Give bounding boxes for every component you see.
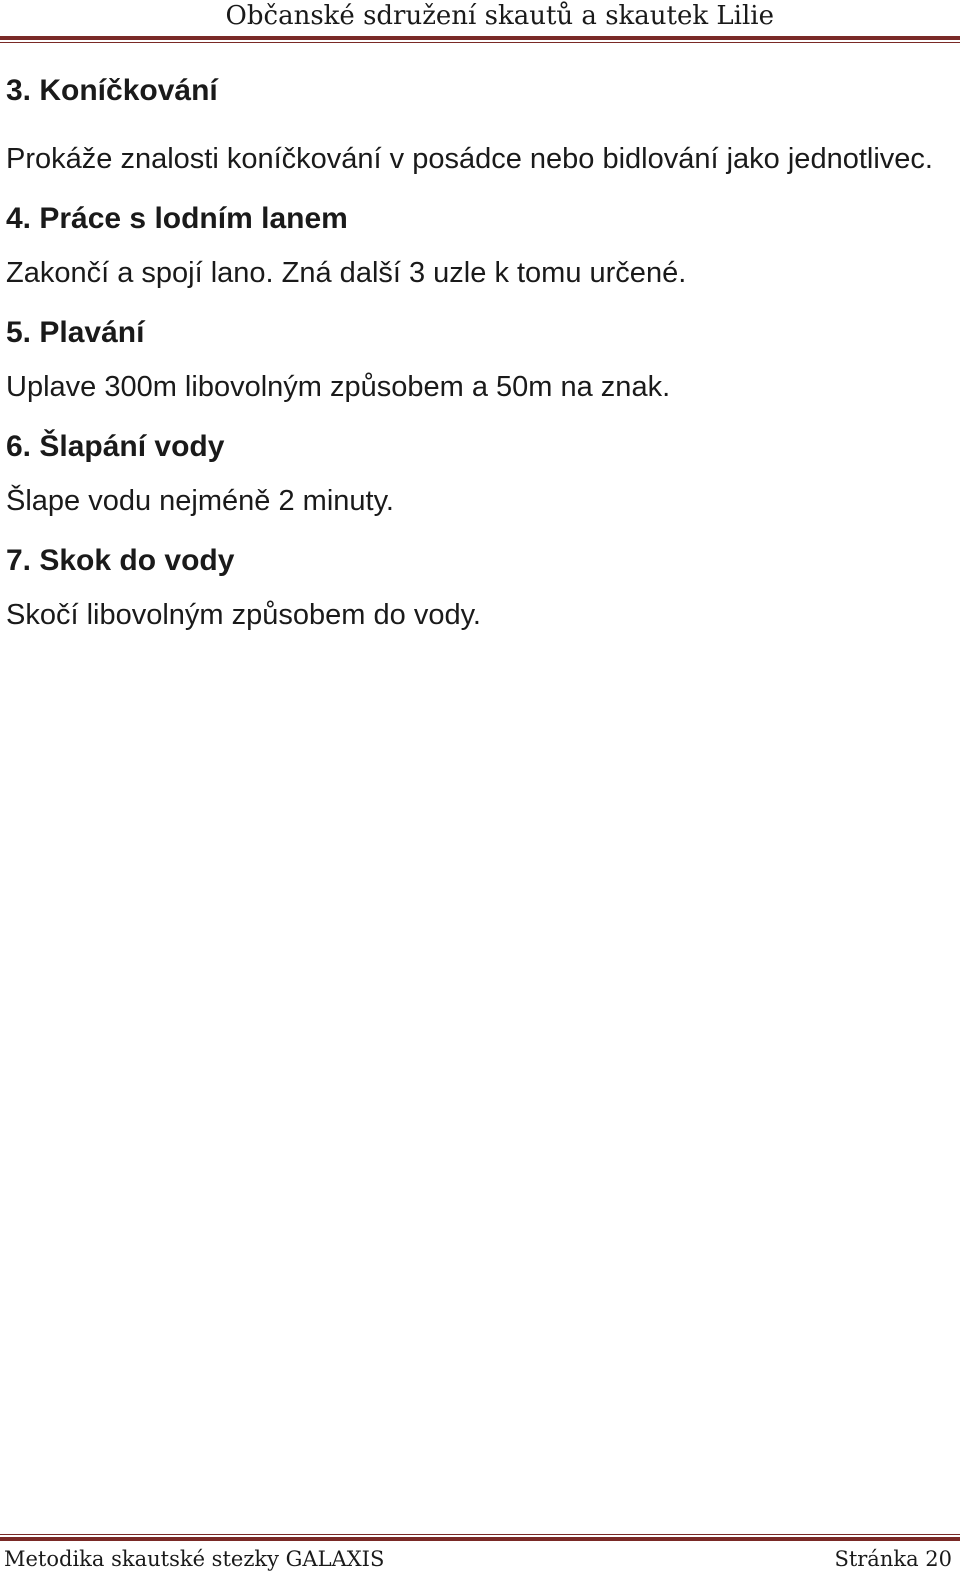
footer-document-title: Metodika skautské stezky GALAXIS [4,1547,385,1571]
section-body: Zakončí a spojí lano. Zná další 3 uzle k tomu určené. [6,257,687,289]
section-skok-do-vody [6,536,946,636]
header-organization: Občanské sdružení skautů a skautek Lilie [225,1,774,31]
section-title: 4. Práce s lodním lanem [6,202,348,235]
section-title: 3. Koníčkování [6,74,218,107]
section-title: 5. Plavání [6,316,145,349]
section-prace-s-lodnim-lanem [6,194,946,294]
section-body: Skočí libovolným způsobem do vody. [6,599,481,631]
section-title: 7. Skok do vody [6,544,235,577]
header-divider [0,36,960,43]
section-plavani [6,308,946,408]
section-slapani-vody [6,422,946,522]
section-title: 6. Šlapání vody [6,430,225,463]
footer-page-number: Stránka 20 [834,1547,952,1571]
document-body [6,66,946,650]
page-footer [0,1540,960,1584]
section-koníčkování [6,66,946,180]
section-body: Uplave 300m libovolným způsobem a 50m na znak. [6,371,671,403]
section-body: Šlape vodu nejméně 2 minuty. [6,485,394,517]
section-body: Prokáže znalosti koníčkování v posádce nebo bidlování jako jednotlivec. [6,143,933,175]
